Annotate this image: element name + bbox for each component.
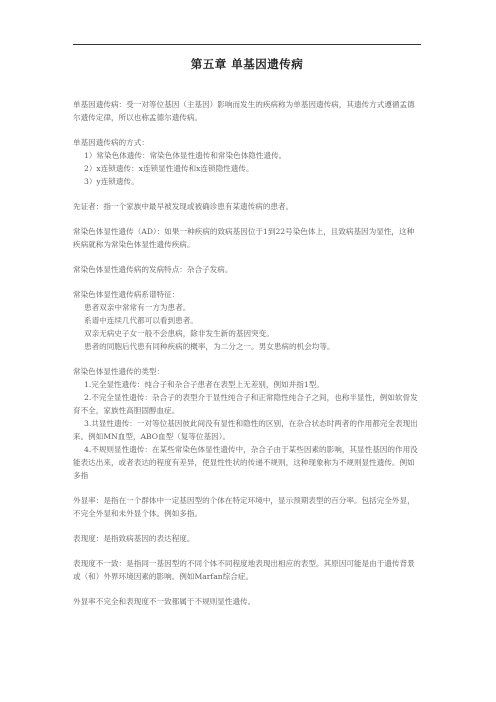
list-item: 患者双亲中常常有一方为患者。	[84, 303, 191, 312]
ad-definition-paragraph: 常染色体显性遗传（AD）：如果一种疾病的致病基因位于1到22号染色体上，且致病基因为显性，这种疾病就称为常染色体显性遗传疾病。	[73, 227, 415, 249]
header-rule	[73, 44, 421, 45]
types-heading: 常染色体显性遗传的类型：	[73, 367, 165, 376]
pedigree-section	[73, 288, 421, 353]
modes-heading: 单基因遗传病的方式：	[73, 138, 149, 147]
types-section	[73, 365, 421, 482]
ad-feature-paragraph: 常染色体显性遗传病的发病特点：杂合子发病。	[73, 265, 233, 274]
list-item: 1.完全显性遗传：纯合子和杂合子患者在表型上无差别，例如并指1型。	[84, 380, 324, 389]
modes-section	[73, 136, 421, 188]
list-item: 1）常染色体遗传：常染色体显性遗传和常染色体隐性遗传。	[84, 151, 287, 160]
conclusion-paragraph: 外显率不完全和表现度不一致都属于不规则显性遗传。	[73, 597, 256, 606]
proband-paragraph: 先证者：指一个家族中最早被发现或被确诊患有某遗传病的患者。	[73, 202, 294, 211]
intro-paragraph: 单基因遗传病：受一对等位基因（主基因）影响而发生的疾病称为单基因遗传病，其遗传方式遵循孟德尔遗传定律，所以也称孟德尔遗传病。	[73, 100, 415, 122]
list-item: 系谱中连续几代都可以看到患者。	[84, 316, 198, 325]
list-item: 双亲无病史子女一般不会患病，除非发生新的基因突变。	[84, 329, 274, 338]
list-item: 患者的同胞后代患有同种疾病的概率，为二分之一。男女患病的机会均等。	[84, 342, 335, 351]
list-item: 3）y连锁遗传。	[84, 177, 139, 186]
list-item: 2）x连锁遗传：x连锁显性遗传和x连锁隐性遗传。	[84, 164, 254, 173]
variable-expressivity-paragraph: 表现度不一致：是指同一基因型的不同个体不同程度地表现出相应的表型。其原因可能是由于遗传背景或（和）外界环境因素的影响。例如Marfan综合症。	[73, 559, 415, 581]
penetrance-paragraph: 外显率：是指在一个群体中一定基因型的个体在特定环境中，显示预期表型的百分率。包括完全外显，不完全外显和未外显个体。例如多指。	[73, 496, 415, 518]
list-item: 4.不规则显性遗传：在某些常染色体显性遗传中，杂合子由于某些因素的影响，其显性基因的作用没能表达出来，或者表达的程度有差异，使显性性状的传递不规则，这种现象称为不规则显性遗传。例如多指	[73, 445, 418, 480]
list-item: 2.不完全显性遗传：杂合子的表型介于显性纯合子和正常隐性纯合子之间，也称半显性，例如软骨发育不全，家族性高胆固醇血症。	[73, 393, 418, 415]
pedigree-heading: 常染色体显性遗传病系谱特征：	[73, 290, 180, 299]
list-item: 3.共显性遗传：一对等位基因彼此间没有显性和隐性的区别，在杂合状态时两者的作用都完全表现出来。例如MN血型，ABO血型（复等位基因）。	[73, 419, 418, 441]
expressivity-paragraph: 表现度：是指致病基因的表达程度。	[73, 534, 195, 543]
document-body	[73, 56, 421, 620]
chapter-title: 第五章 单基因遗传病	[190, 57, 304, 71]
